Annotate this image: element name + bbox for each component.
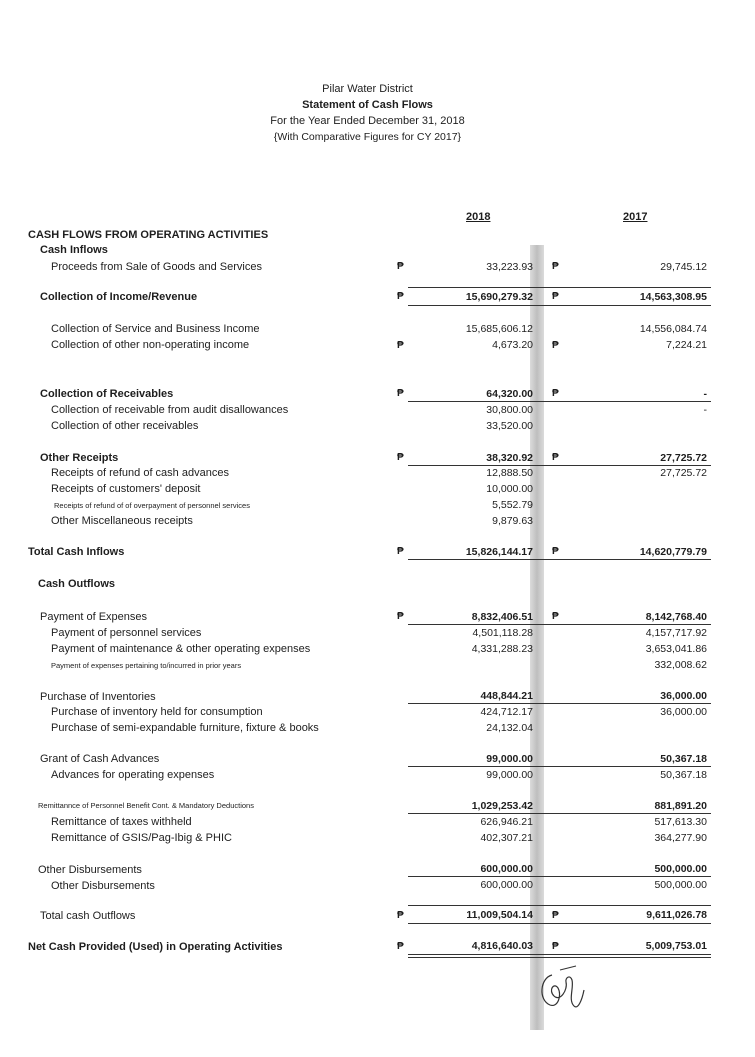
section-title: CASH FLOWS FROM OPERATING ACTIVITIES xyxy=(28,229,269,241)
rule-line xyxy=(408,401,566,402)
value-2017-remittance: 881,891.20 xyxy=(654,800,707,812)
value-2017-purchase-consumption: 36,000.00 xyxy=(660,706,707,718)
value-2017-remittance-gsis: 364,277.90 xyxy=(654,832,707,844)
peso-sign: ₱ xyxy=(397,910,404,921)
value-2018-other-disbursements: 600,000.00 xyxy=(480,863,533,875)
value-2017-payment-personnel: 4,157,717.92 xyxy=(645,627,707,639)
rule-line xyxy=(566,287,711,288)
column-header-2017: 2017 xyxy=(623,211,648,223)
value-2017-refund-advances: 27,725.72 xyxy=(660,467,707,479)
value-2017-total-outflows: 9,611,026.78 xyxy=(646,909,707,921)
rule-line xyxy=(566,624,711,625)
value-2018-proceeds: 33,223.93 xyxy=(486,261,533,273)
comparative-note: {With Comparative Figures for CY 2017} xyxy=(273,131,462,143)
value-2017-payment-expenses: 8,142,768.40 xyxy=(645,611,707,623)
value-2018-remittance-taxes: 626,946.21 xyxy=(480,816,533,828)
value-2017-net-cash: 5,009,753.01 xyxy=(645,940,707,952)
rule-line xyxy=(408,876,566,877)
entity-name: Pilar Water District xyxy=(322,83,413,95)
value-2018-purchase-consumption: 424,712.17 xyxy=(480,706,533,718)
peso-sign: ₱ xyxy=(552,546,559,557)
rule-line xyxy=(408,465,566,466)
rule-line xyxy=(566,465,711,466)
value-2018-payment-personnel: 4,501,118.28 xyxy=(472,627,533,639)
rule-line xyxy=(408,923,566,924)
peso-sign: ₱ xyxy=(397,546,404,557)
peso-sign: ₱ xyxy=(397,340,404,351)
rule-line xyxy=(408,905,566,906)
rule-line xyxy=(408,954,566,955)
value-2018-net-cash: 4,816,640.03 xyxy=(471,940,533,952)
value-2018-refund-advances: 12,888.50 xyxy=(486,467,533,479)
value-2017-proceeds: 29,745.12 xyxy=(660,261,707,273)
value-2018-payment-mooe: 4,331,288.23 xyxy=(471,643,533,655)
value-2018-grant-advances: 99,000.00 xyxy=(486,753,533,765)
statement-period: For the Year Ended December 31, 2018 xyxy=(270,115,465,127)
row-label-refund-overpayment: Receipts of refund of of overpayment of personnel services xyxy=(54,501,250,510)
peso-sign: ₱ xyxy=(397,388,404,399)
row-label-remittance: Remittannce of Personnel Benefit Cont. & Mandatory Deductions xyxy=(38,801,254,810)
peso-sign: ₱ xyxy=(397,291,404,302)
rule-line xyxy=(566,703,711,704)
value-2018-payment-expenses: 8,832,406.51 xyxy=(471,611,533,623)
row-label-payment-expenses: Payment of Expenses xyxy=(40,611,148,623)
rule-line xyxy=(566,954,711,955)
row-label-remittance-gsis: Remittance of GSIS/Pag-Ibig & PHIC xyxy=(51,832,232,844)
row-label-payment-mooe: Payment of maintenance & other operating expenses xyxy=(51,643,311,655)
value-2018-total-inflows: 15,826,144.17 xyxy=(465,546,533,558)
row-label-other-receipts: Other Receipts xyxy=(40,452,119,464)
peso-sign: ₱ xyxy=(397,941,404,952)
value-2018-collection-nonop: 4,673.20 xyxy=(492,339,533,351)
value-2017-remittance-taxes: 517,613.30 xyxy=(654,816,707,828)
value-2017-payment-mooe: 3,653,041.86 xyxy=(645,643,707,655)
rule-line xyxy=(566,401,711,402)
value-2018-other-receipts: 38,320.92 xyxy=(486,452,533,464)
peso-sign: ₱ xyxy=(397,261,404,272)
peso-sign: ₱ xyxy=(552,388,559,399)
row-label-collection-other: Collection of other receivables xyxy=(51,420,199,432)
rule-line xyxy=(408,305,566,306)
value-2018-collection-receivables: 64,320.00 xyxy=(486,388,533,400)
value-2017-collection-audit: - xyxy=(703,404,707,416)
peso-sign: ₱ xyxy=(552,340,559,351)
value-2018-collection-other: 33,520.00 xyxy=(486,420,533,432)
value-2018-refund-overpayment: 5,552.79 xyxy=(492,499,533,511)
row-label-collection-nonop: Collection of other non-operating income xyxy=(51,339,250,351)
row-label-refund-advances: Receipts of refund of cash advances xyxy=(51,467,229,479)
value-2017-total-inflows: 14,620,779.79 xyxy=(639,546,707,558)
rule-line xyxy=(408,559,566,560)
value-2017-other-receipts: 27,725.72 xyxy=(660,452,707,464)
value-2018-purchase-semi-expendable: 24,132.04 xyxy=(486,722,533,734)
value-2018-remittance-gsis: 402,307.21 xyxy=(480,832,533,844)
peso-sign: ₱ xyxy=(397,452,404,463)
value-2017-collection-service: 14,556,084.74 xyxy=(639,323,707,335)
row-label-grant-advances: Grant of Cash Advances xyxy=(40,753,160,765)
value-2018-remittance: 1,029,253.42 xyxy=(471,800,533,812)
value-2018-customer-deposit: 10,000.00 xyxy=(486,483,533,495)
rule-line xyxy=(408,287,566,288)
statement-title: Statement of Cash Flows xyxy=(302,99,433,111)
rule-line xyxy=(566,766,711,767)
row-label-purchase-consumption: Purchase of inventory held for consumption xyxy=(51,706,263,718)
peso-sign: ₱ xyxy=(552,611,559,622)
rule-line xyxy=(566,813,711,814)
value-2017-other-disbursements: 500,000.00 xyxy=(654,863,707,875)
value-2018-collection-income: 15,690,279.32 xyxy=(465,291,533,303)
value-2017-collection-income: 14,563,308.95 xyxy=(639,291,707,303)
row-label-payment-personnel: Payment of personnel services xyxy=(51,627,202,639)
inflows-title: Cash Inflows xyxy=(40,244,108,256)
row-label-collection-receivables: Collection of Receivables xyxy=(40,388,174,400)
value-2017-advances-opex: 50,367.18 xyxy=(660,769,707,781)
value-2017-collection-receivables: - xyxy=(703,388,707,400)
rule-line xyxy=(408,703,566,704)
row-label-net-cash: Net Cash Provided (Used) in Operating Activities xyxy=(28,941,283,953)
value-2017-payment-prior: 332,008.62 xyxy=(654,659,707,671)
value-2018-total-outflows: 11,009,504.14 xyxy=(466,909,533,921)
row-label-other-disbursements-sub: Other Disbursements xyxy=(51,880,155,892)
rule-line xyxy=(408,766,566,767)
rule-line xyxy=(566,923,711,924)
rule-line xyxy=(566,559,711,560)
row-label-purchase-inventories: Purchase of Inventories xyxy=(40,691,156,703)
value-2017-collection-nonop: 7,224.21 xyxy=(666,339,707,351)
peso-sign: ₱ xyxy=(552,910,559,921)
value-2017-other-disbursements-sub: 500,000.00 xyxy=(654,879,707,891)
value-2018-collection-service: 15,685,606.12 xyxy=(465,323,533,335)
value-2018-advances-opex: 99,000.00 xyxy=(486,769,533,781)
column-header-2018: 2018 xyxy=(466,211,491,223)
outflows-title: Cash Outflows xyxy=(38,578,116,590)
row-label-collection-audit: Collection of receivable from audit disallowances xyxy=(51,404,289,416)
peso-sign: ₱ xyxy=(552,941,559,952)
peso-sign: ₱ xyxy=(552,291,559,302)
value-2018-purchase-inventories: 448,844.21 xyxy=(480,690,533,702)
row-label-other-misc: Other Miscellaneous receipts xyxy=(51,515,193,527)
rule-line xyxy=(408,813,566,814)
value-2018-other-disbursements-sub: 600,000.00 xyxy=(480,879,533,891)
value-2018-collection-audit: 30,800.00 xyxy=(486,404,533,416)
value-2017-purchase-inventories: 36,000.00 xyxy=(660,690,707,702)
rule-line xyxy=(566,905,711,906)
value-2018-other-misc: 9,879.63 xyxy=(492,515,533,527)
peso-sign: ₱ xyxy=(552,261,559,272)
row-label-advances-opex: Advances for operating expenses xyxy=(51,769,215,781)
row-label-purchase-semi-expendable: Purchase of semi-expandable furniture, fixture & books xyxy=(51,722,319,734)
row-label-payment-prior: Payment of expenses pertaining to/incurred in prior years xyxy=(51,661,242,670)
row-label-collection-income: Collection of Income/Revenue xyxy=(40,291,198,303)
value-2017-grant-advances: 50,367.18 xyxy=(660,753,707,765)
row-label-collection-service: Collection of Service and Business Income xyxy=(51,323,260,335)
rule-line xyxy=(408,957,566,958)
row-label-other-disbursements: Other Disbursements xyxy=(38,864,142,876)
rule-line xyxy=(566,305,711,306)
row-label-total-outflows: Total cash Outflows xyxy=(40,910,136,922)
peso-sign: ₱ xyxy=(552,452,559,463)
rule-line xyxy=(408,624,566,625)
row-label-customer-deposit: Receipts of customers' deposit xyxy=(51,483,201,495)
row-label-proceeds: Proceeds from Sale of Goods and Services xyxy=(51,261,262,273)
row-label-total-inflows: Total Cash Inflows xyxy=(28,546,125,558)
handwritten-initials xyxy=(530,960,590,1020)
peso-sign: ₱ xyxy=(397,611,404,622)
row-label-remittance-taxes: Remittance of taxes withheld xyxy=(51,816,192,828)
rule-line xyxy=(566,876,711,877)
rule-line xyxy=(566,957,711,958)
